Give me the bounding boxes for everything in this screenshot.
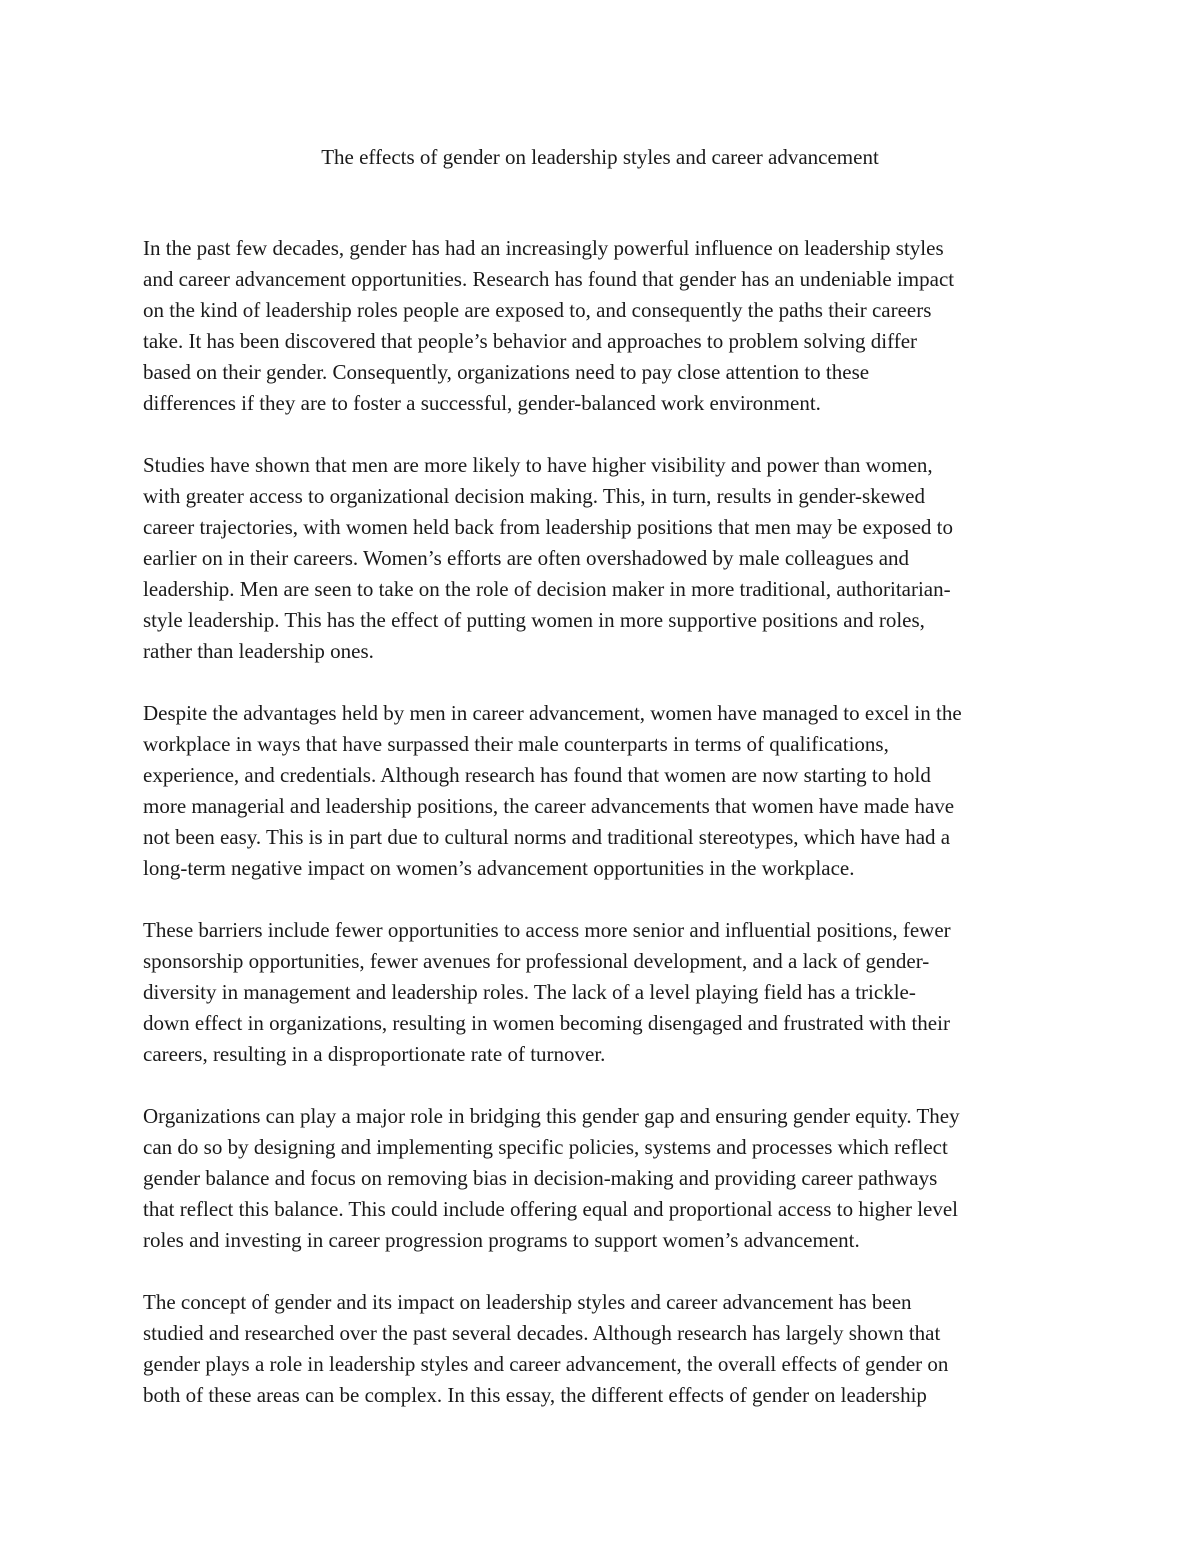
text-line: These barriers include fewer opportunities to access more senior and influential positions, fewer	[143, 918, 951, 942]
text-line: long-term negative impact on women’s advancement opportunities in the workplace.	[143, 856, 855, 880]
text-line: studied and researched over the past several decades. Although research has largely shown that	[143, 1321, 941, 1345]
text-line: earlier on in their careers. Women’s efforts are often overshadowed by male colleagues and	[143, 546, 910, 570]
text-line: Studies have shown that men are more likely to have higher visibility and power than women,	[143, 453, 933, 477]
paragraph-1	[143, 233, 1063, 419]
paragraph-2	[143, 450, 1063, 667]
text-line: and career advancement opportunities. Research has found that gender has an undeniable impact	[143, 267, 955, 291]
text-line: roles and investing in career progression programs to support women’s advancement.	[143, 1228, 860, 1252]
text-line: Despite the advantages held by men in career advancement, women have managed to excel in the	[143, 701, 962, 725]
document-title: The effects of gender on leadership styles and career advancement	[321, 145, 879, 169]
text-line: workplace in ways that have surpassed their male counterparts in terms of qualifications,	[143, 732, 889, 756]
text-line: experience, and credentials. Although research has found that women are now starting to hold	[143, 763, 931, 787]
paragraph-3	[143, 698, 1063, 884]
paragraph-5	[143, 1101, 1063, 1256]
text-line: The concept of gender and its impact on leadership styles and career advancement has been	[143, 1290, 912, 1314]
document-body	[143, 233, 1063, 1442]
text-line: rather than leadership ones.	[143, 639, 374, 663]
text-line: can do so by designing and implementing specific policies, systems and processes which reflect	[143, 1135, 948, 1159]
paragraph-6	[143, 1287, 1063, 1411]
text-line: down effect in organizations, resulting in women becoming disengaged and frustrated with their	[143, 1011, 950, 1035]
text-line: that reflect this balance. This could include offering equal and proportional access to higher level	[143, 1197, 959, 1221]
text-line: In the past few decades, gender has had an increasingly powerful influence on leadership styles	[143, 236, 944, 260]
text-line: leadership. Men are seen to take on the role of decision maker in more traditional, authoritarian-	[143, 577, 951, 601]
text-line: based on their gender. Consequently, organizations need to pay close attention to these	[143, 360, 870, 384]
text-line: take. It has been discovered that people’s behavior and approaches to problem solving differ	[143, 329, 918, 353]
paragraph-4	[143, 915, 1063, 1070]
text-line: gender balance and focus on removing bias in decision-making and providing career pathways	[143, 1166, 938, 1190]
text-line: more managerial and leadership positions, the career advancements that women have made have	[143, 794, 955, 818]
text-line: differences if they are to foster a successful, gender-balanced work environment.	[143, 391, 821, 415]
text-line: Organizations can play a major role in bridging this gender gap and ensuring gender equity. They	[143, 1104, 960, 1128]
text-line: not been easy. This is in part due to cultural norms and traditional stereotypes, which have had a	[143, 825, 951, 849]
text-line: sponsorship opportunities, fewer avenues for professional development, and a lack of gender-	[143, 949, 930, 973]
text-line: career trajectories, with women held back from leadership positions that men may be exposed to	[143, 515, 953, 539]
text-line: style leadership. This has the effect of putting women in more supportive positions and roles,	[143, 608, 925, 632]
text-line: both of these areas can be complex. In this essay, the different effects of gender on leadership	[143, 1383, 927, 1407]
text-line: with greater access to organizational decision making. This, in turn, results in gender-skewed	[143, 484, 926, 508]
text-line: gender plays a role in leadership styles and career advancement, the overall effects of gender on	[143, 1352, 949, 1376]
text-line: diversity in management and leadership roles. The lack of a level playing field has a trickle-	[143, 980, 916, 1004]
text-line: careers, resulting in a disproportionate rate of turnover.	[143, 1042, 606, 1066]
text-line: on the kind of leadership roles people are exposed to, and consequently the paths their careers	[143, 298, 932, 322]
